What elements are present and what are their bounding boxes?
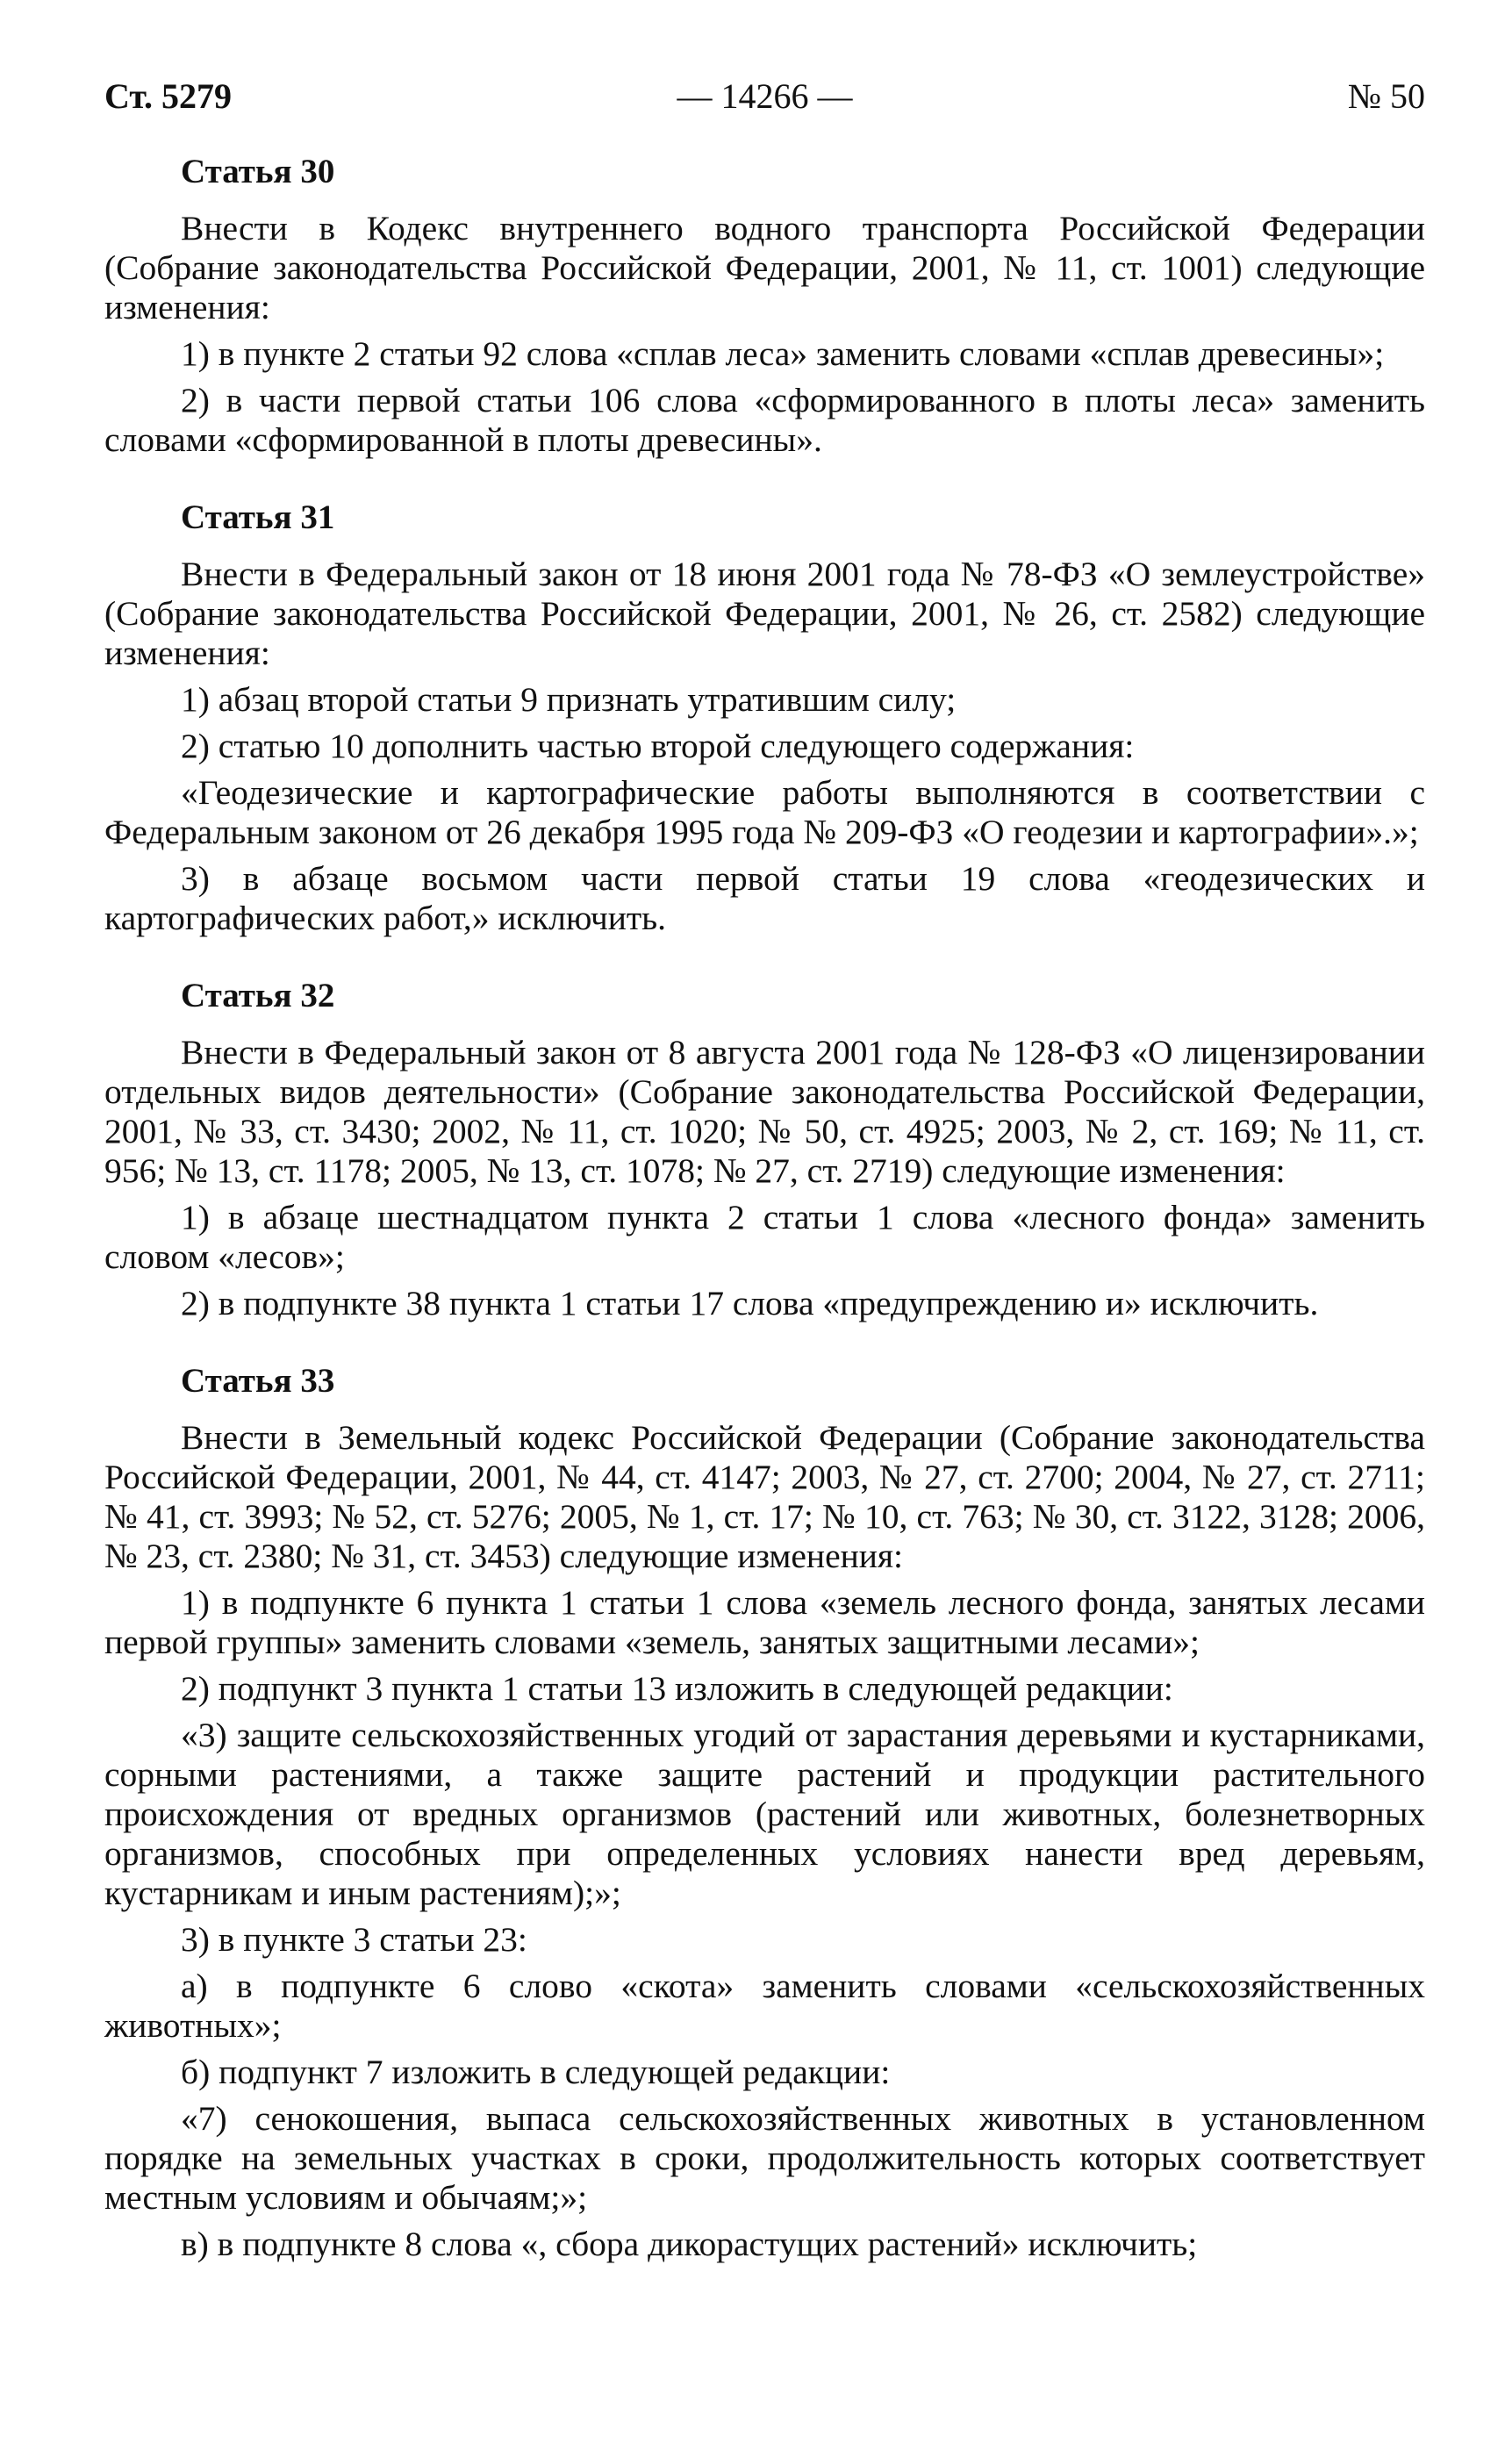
paragraph: «7) сенокошения, выпаса сельскохозяйственных животных в установленном порядке на земельных участках в сроки, продолжительность которых соответствует местным условиям и обычаям;»; xyxy=(104,2099,1425,2217)
paragraph: 2) в части первой статьи 106 слова «сформированного в плоты леса» заменить словами «сформированной в плоты древесины». xyxy=(104,381,1425,459)
page-header xyxy=(104,70,1425,123)
paragraph: Внести в Федеральный закон от 18 июня 2001 года № 78-ФЗ «О землеустройстве» (Собрание законодательства Российской Федерации, 2001, № 26, ст. 2582) следующие изменения: xyxy=(104,555,1425,672)
article-title: Статья 30 xyxy=(181,153,335,190)
paragraph: Внести в Земельный кодекс Российской Федерации (Собрание законодательства Российской Федерации, 2001, № 44, ст. 4147; 2003, № 27, ст. 2700; 2004, № 27, ст. 2711; № 41, ст. 3993; № 52, ст. 5276; 2005, № 1, ст. 17; № 10, ст. 763; № 30, ст. 3122, 3128; 2006, № 23, ст. 2380; № 31, ст. 3453) следующие изменения: xyxy=(104,1418,1425,1575)
article-33 xyxy=(104,1358,1425,2264)
paragraph: 3) в пункте 3 статьи 23: xyxy=(181,1920,527,1959)
article-title: Статья 31 xyxy=(181,498,335,536)
paragraph: 2) подпункт 3 пункта 1 статьи 13 изложить в следующей редакции: xyxy=(181,1669,1173,1708)
paragraph: в) в подпункте 8 слова «, сбора дикорастущих растений» исключить; xyxy=(181,2225,1198,2263)
article-title: Статья 33 xyxy=(181,1362,335,1400)
article-31 xyxy=(104,495,1425,938)
paragraph: 3) в абзаце восьмом части первой статьи 19 слова «геодезических и картографических работ,» исключить. xyxy=(104,859,1425,937)
paragraph: 1) в абзаце шестнадцатом пункта 2 статьи 1 слова «лесного фонда» заменить словом «лесов»; xyxy=(104,1198,1425,1276)
paragraph: 2) статью 10 дополнить частью второй следующего содержания: xyxy=(181,727,1135,765)
paragraph: «Геодезические и картографические работы выполняются в соответствии с Федеральным законом от 26 декабря 1995 года № 209-ФЗ «О геодезии и картографии».»; xyxy=(104,773,1425,851)
paragraph: 1) абзац второй статьи 9 признать утратившим силу; xyxy=(181,680,957,719)
paragraph: 1) в подпункте 6 пункта 1 статьи 1 слова «земель лесного фонда, занятых лесами первой группы» заменить словами «земель, занятых защитными лесами»; xyxy=(104,1583,1425,1661)
paragraph: Внести в Кодекс внутреннего водного транспорта Российской Федерации (Собрание законодательства Российской Федерации, 2001, № 11, ст. 1001) следующие изменения: xyxy=(104,209,1425,326)
article-30 xyxy=(104,149,1425,460)
paragraph: 2) в подпункте 38 пункта 1 статьи 17 слова «предупреждению и» исключить. xyxy=(181,1284,1319,1322)
header-issue-number: № 50 xyxy=(1347,76,1425,116)
paragraph: «3) защите сельскохозяйственных угодий от зарастания деревьями и кустарниками, сорными растениями, а также защите растений и продукции растительного происхождения от вредных организмов (растений или животных, болезнетворных организмов, способных при определенных условиях нанести вред деревьям, кустарникам и иным растениям);»; xyxy=(104,1716,1425,1912)
paragraph: б) подпункт 7 изложить в следующей редакции: xyxy=(181,2053,891,2091)
article-title: Статья 32 xyxy=(181,977,335,1014)
document-page xyxy=(104,70,1425,2271)
paragraph: 1) в пункте 2 статьи 92 слова «сплав леса» заменить словами «сплав древесины»; xyxy=(181,334,1385,373)
paragraph: а) в подпункте 6 слово «скота» заменить словами «сельскохозяйственных животных»; xyxy=(104,1967,1425,2045)
paragraph: Внести в Федеральный закон от 8 августа 2001 года № 128-ФЗ «О лицензировании отдельных видов деятельности» (Собрание законодательства Российской Федерации, 2001, № 33, ст. 3430; 2002, № 11, ст. 1020; № 50, ст. 4925; 2003, № 2, ст. 169; № 11, ст. 956; № 13, ст. 1178; 2005, № 13, ст. 1078; № 27, ст. 2719) следующие изменения: xyxy=(104,1033,1425,1190)
article-32 xyxy=(104,973,1425,1323)
header-page-number: — 14266 — xyxy=(677,76,853,116)
header-article-number: Ст. 5279 xyxy=(104,76,232,116)
